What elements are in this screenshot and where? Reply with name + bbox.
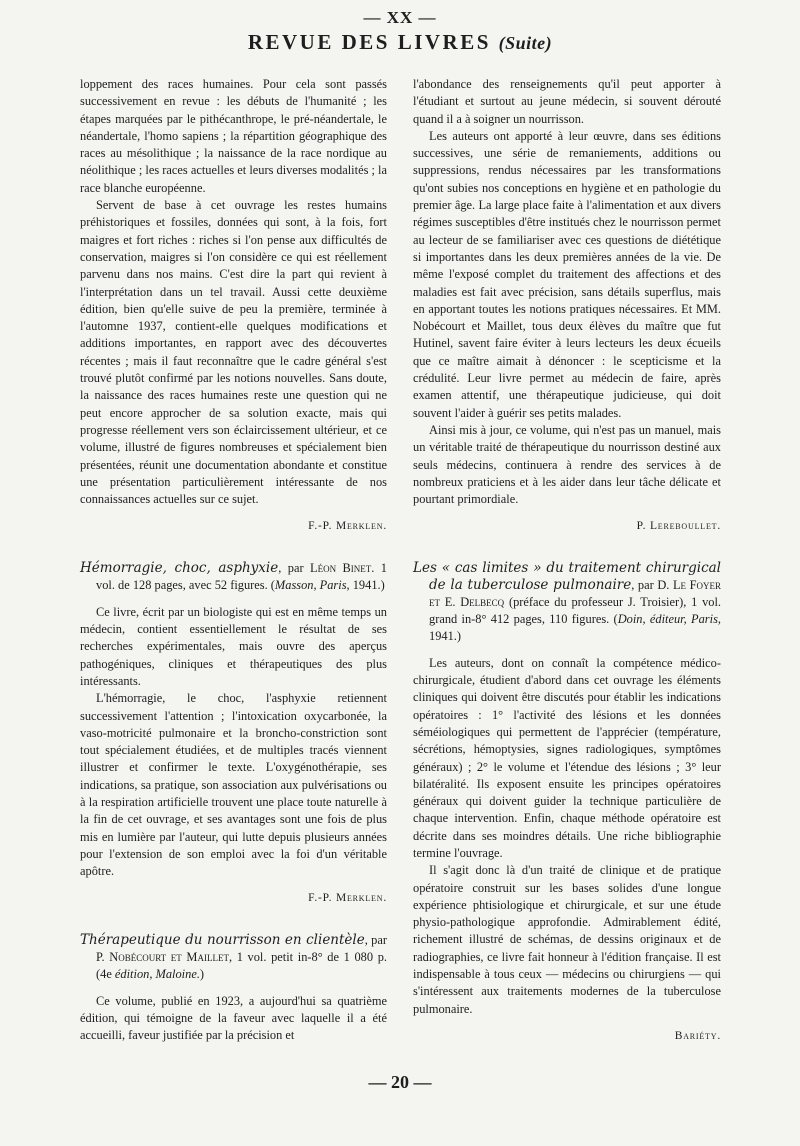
paragraph: Les auteurs ont apporté à leur œuvre, dans ses éditions successives, une série de remaniements, additions ou suppressions, rendus nécessaires par les transformations qu'ont subies nos conceptions en hygiène et en pathologie du premier âge. La large place faite à l'alimentation et aux divers régimes susceptibles d'être institués chez le nourrisson permet au lecteur de se familiariser avec ces questions de diététique si importantes dans les deux premières années de la vie. De même l'exposé complet du traitement des affections et des maladies est fait avec précision, sans détails superflus, mais en apportant toutes les notions pratiques nécessaires. Et MM. Nobécourt et Maillet, tous deux élèves du maître que fut Hutinel, savent faire éviter à leurs lecteurs les deux écueils que ce maître aimait à dénoncer : le scepticisme et la crédulité. Leur livre permet au médecin de faire, après examen attentif, une thérapeutique judicieuse, qui doit souvent l'aider à guérir ses petits malades.: [413, 128, 721, 420]
heading-text: , par: [364, 932, 387, 947]
section-title-text: REVUE DES LIVRES: [247, 30, 491, 54]
page-number: — 20 —: [368, 1072, 432, 1092]
paragraph: Servent de base à cet ouvrage les restes humains préhistoriques et fossiles, données qui sont, à la fois, fort maigres et fort riches : riches si l'on pense aux difficultés de conservation, maigres si l'on considère ce qui est réellement parvenu dans nos mains. C'est dire la part qui revient à l'interprétation dans un tel travail. Aussi cette deuxième édition, bien qu'elle suive de peu la première, terminée à l'automne 1937, contient-elle quelques modifications et additions importantes, en rapport avec des découvertes récentes ; mais il faut reconnaître que le cadre général s'est trouvé plutôt confirmé par les notions nouvelles. Sans doute, la naissance des races humaines reste une question qui ne peut encore approcher de sa solution exacte, mais qui progresse réellement vers son éclaircissement ultérieur, et ce volume, illustré de figures nombreuses et spécialement bien présentées, réunit une documentation abondante et constitue une présentation particulièrement intéressante de nos connaissances actuelles sur ce sujet.: [80, 198, 387, 507]
review-signature: F.-P. Merklen.: [308, 892, 387, 905]
book-edition: édition, Maloine.: [114, 966, 200, 981]
review-signature: Bariéty.: [674, 1029, 721, 1042]
book-author: Léon Binet: [310, 560, 372, 575]
book-title: Les « cas limites » du traitement chirurgical de la tuberculose pulmonaire: [413, 559, 721, 593]
paragraph: Ce livre, écrit par un biologiste qui est en même temps un médecin, contient essentiellement le résultat de ses recherches expérimentales, mais ouvre des aperçus pathogéniques, cliniques et thérapeutiques des plus intéressants.: [80, 604, 387, 688]
review-hemorragie: [80, 560, 387, 908]
roman-page-number: — XX —: [363, 8, 437, 27]
paragraph: Les auteurs, dont on connaît la compétence médico-chirurgicale, étudient d'abord dans cet ouvrage les éléments cliniques qui doivent être discutés pour établir les indications opératoires : 1° l'activité des lésions et les données séméiologiques qui permettent de l'apprécier (température, sécrétions, hémoptysies, signes radiologiques, symptômes généraux) ; 2° le volume et l'étendue des lésions ; 3° leur bilatéralité. Ils exposent ensuite les principes opératoires généraux qui doivent guider la technique particulière de chaque intervention. Enfin, chaque méthode opératoire est décrite dans ses moindres détails. Une riche bibliographie termine l'ouvrage.: [413, 655, 721, 860]
review-signature: F.-P. Merklen.: [308, 520, 387, 533]
review-heading: [80, 932, 387, 983]
paragraph: Il s'agit donc là d'un traité de clinique et de pratique opératoire construit sur les bases solides d'une longue expérience phtisiologique et chirurgicale, et sur une étude physio-pathologique approfondie. Admirablement édité, richement illustré de schémas, de dessins originaux et de radiographies, ce livre fait honneur à l'édition française. Il est indispensable à tous ceux — médecins ou chirurgiens — qui s'intéressent aux traitements modernes de la tuberculose pulmonaire.: [413, 863, 721, 1016]
book-title: Hémorragie, choc, asphyxie: [80, 559, 279, 576]
heading-text: , par: [278, 560, 311, 575]
paragraph: Ce volume, publié en 1923, a aujourd'hui sa quatrième édition, qui témoigne de la faveur avec laquelle il a été accueilli, faveur justifiée par la précision et: [80, 993, 387, 1043]
book-year: , 1941.): [346, 577, 385, 592]
paragraph: L'hémorragie, le choc, l'asphyxie retiennent successivement l'attention ; l'intoxication oxycarbonée, la vaso-motricité pulmonaire et la broncho-constriction sont tout spécialement étudiées, et de multiples tracés viennent illustrer et confirmer le texte. L'oxygénothérapie, ses indications, sa pratique, son association aux pulvérisations ou à la respiration artificielle trouvent une place toute naturelle à la fin de cet ouvrage, et ses avantages sont une fois de plus mis en lumière par l'auteur, qui lutte depuis plusieurs années pour l'extension de son emploi avec la foi d'un véritable apôtre.: [80, 691, 387, 879]
review-heading: [80, 560, 387, 594]
book-year: , 1941.): [429, 611, 721, 643]
book-publisher: Doin, éditeur, Paris: [617, 611, 718, 626]
heading-text: , par: [631, 577, 658, 592]
page-header: [0, 8, 800, 55]
review-cas-limites: [413, 560, 721, 1046]
paragraph: Ainsi mis à jour, ce volume, qui n'est pas un manuel, mais un véritable traité de thérapeutique du nourrisson destiné aux seuls médecins, continuera à rendre des services à de nombreux praticiens et à les aider dans leur tâche délicate et pourtant primordiale.: [413, 422, 721, 507]
book-details: , 1 vol. petit in-8° de 1 080 p. (4e: [96, 949, 387, 981]
book-details: . 1 vol. de 128 pages, avec 52 figures. (: [96, 560, 387, 592]
left-column: [80, 76, 387, 1045]
heading-close: ): [199, 966, 205, 981]
book-publisher: Masson, Paris: [274, 577, 347, 592]
right-column: [413, 76, 721, 1045]
paragraph: loppement des races humaines. Pour cela sont passés successivement en revue : les débuts de l'humanité ; les étapes marquées par le pithécanthrope, le pré-néandertale, le néandertale, l'homo sapiens ; la répartition géographique des races au mésolithique ; la naissance de la race nordique au néolithique ; les races actuelles et leurs diverses modalités ; la race blanche européenne.: [80, 77, 387, 195]
book-author: P. Nobécourt et Maillet: [96, 949, 229, 964]
book-title: Thérapeutique du nourrisson en clientèle: [80, 931, 365, 948]
review-therapeutique-continuation: [413, 76, 721, 536]
book-details: (préface du professeur J. Troisier), 1 vol. grand in-8° 412 pages, 110 figures. (: [429, 594, 721, 626]
review-races-continuation: [80, 76, 387, 536]
paragraph: l'abondance des renseignements qu'il peut apporter à l'étudiant et surtout au jeune médecin, si souvent dérouté quand il a à soigner un nourrisson.: [413, 77, 721, 126]
review-signature: P. Lereboullet.: [636, 520, 721, 533]
review-heading: [413, 560, 721, 645]
section-title-suffix: (Suite): [498, 33, 553, 53]
review-therapeutique-nourrisson: [80, 932, 387, 1045]
book-author: D. Le Foyer et E. Delbecq: [429, 577, 721, 609]
section-title: [0, 30, 800, 55]
